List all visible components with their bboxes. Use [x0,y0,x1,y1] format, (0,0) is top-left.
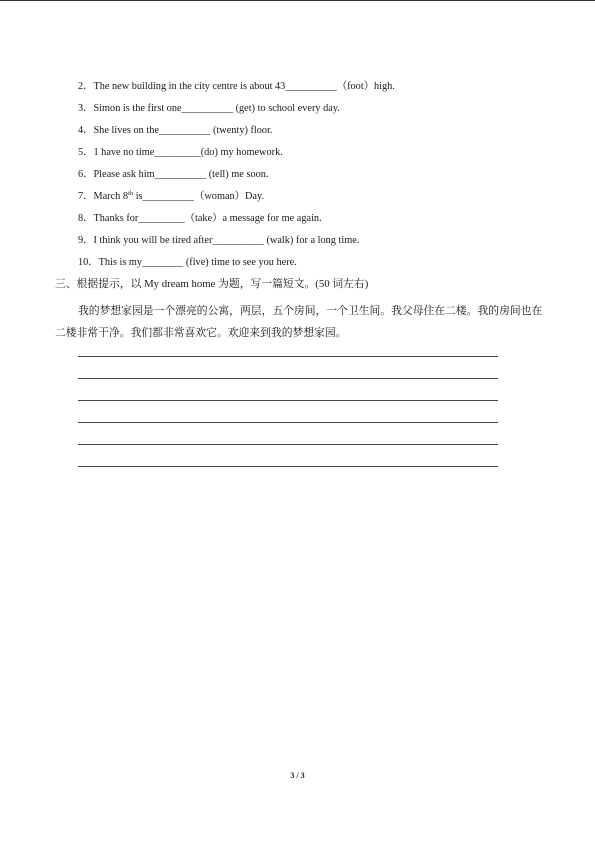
question-number: 6． [78,169,94,180]
answer-blank[interactable]: __________ [142,191,195,202]
writing-prompt: 我的梦想家园是一个漂亮的公寓，两层，五个房间，一个卫生间。我父母住在二楼。我的房间也在二楼非常干净。我们都非常喜欢它。欢迎来到我的梦想家园。 [55,305,543,339]
answer-blank[interactable]: __________ [285,81,337,92]
question-6 [78,168,268,182]
writing-line[interactable] [78,400,498,401]
answer-blank[interactable]: __________ [154,169,207,180]
question-9 [78,234,359,248]
question-text: Thanks for [93,213,139,224]
answer-blank[interactable]: __________ [181,103,234,114]
answer-blank[interactable]: __________ [212,235,264,246]
question-text: 1 have no time [93,147,155,158]
question-number: 4． [78,125,94,136]
question-text: Simon is the first one [93,103,182,114]
question-2 [78,80,395,94]
question-hint: (twenty) floor. [210,125,273,136]
answer-blank[interactable]: _________ [154,147,201,158]
question-number: 7． [78,191,94,202]
question-text: This is my [98,257,143,268]
question-number: 10． [78,257,99,268]
question-hint: （woman）Day. [194,191,265,202]
writing-line[interactable] [78,444,498,445]
question-hint: （take）a message for me again. [184,213,322,224]
question-number: 9． [78,235,94,246]
question-number: 3． [78,103,94,114]
question-number: 8． [78,213,94,224]
question-hint: （foot）high. [336,81,395,92]
question-text: The new building in the city centre is about 43 [93,81,286,92]
question-number: 5． [78,147,94,158]
page-top-border [0,0,595,1]
answer-blank[interactable]: _________ [138,213,185,224]
page-number: 3 / 3 [290,771,305,780]
answer-blank[interactable]: ________ [142,257,184,268]
question-text: She lives on the [93,125,159,136]
question-number: 2． [78,81,94,92]
writing-line[interactable] [78,378,498,379]
question-text: Please ask him [93,169,155,180]
question-7 [78,190,264,204]
question-text: I think you will be tired after [93,235,213,246]
question-hint: (do) my homework. [200,147,283,158]
question-3 [78,102,340,116]
answer-blank[interactable]: __________ [158,125,211,136]
question-5 [78,146,283,160]
writing-line[interactable] [78,422,498,423]
section-3-heading: 三、根据提示，以 My dream home 为题，写一篇短文。(50 词左右) [55,278,369,290]
writing-line[interactable] [78,356,498,357]
question-4 [78,124,273,138]
question-hint: (walk) for a long time. [263,235,360,246]
question-text: March 8 [93,191,129,202]
question-hint: (get) to school every day. [233,103,340,114]
question-8 [78,212,322,226]
question-10 [78,256,297,270]
question-hint: (five) time to see you here. [183,257,297,268]
writing-line[interactable] [78,466,498,467]
question-hint: (tell) me soon. [206,169,269,180]
ordinal-suffix: th [128,190,134,197]
question-text: is [133,191,143,202]
